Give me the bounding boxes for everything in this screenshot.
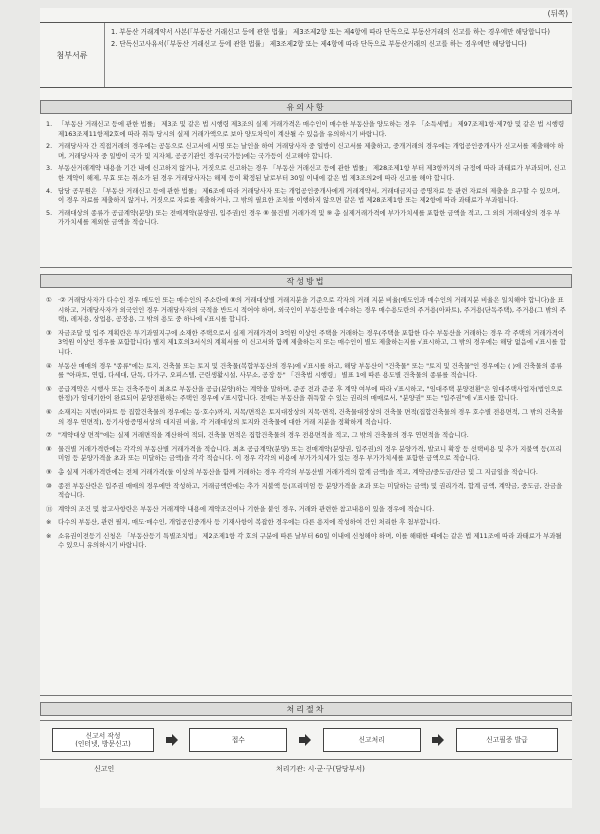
process-section-title: 처리절차 (40, 702, 572, 716)
method-item: ⑩ 종전 부동산란은 입주권 매매의 경우에만 작성하고, 거래금액란에는 추가 지불액 등(프리미엄 등 분양가격을 초과 또는 미달하는 금액) 및 권리가격, 합계 금액, 계약금, 중도금, 잔금을 적습니다. (46, 481, 563, 500)
method-item: ⑥ 소재지는 지번(아파트 등 집합건축물의 경우에는 동·호수)까지, 지목/면적은 토지대장상의 지목·면적, 건축물대장상의 건축물 면적(집합건축물의 경우 호수별 전용면적, 그 밖의 건축물의 경우 연면적), 등기사항증명서상의 대지권 비율, 각 거래대상의 토지와 건축물에 대한 거래 지분을 정확하게 적습니다. (46, 407, 563, 426)
note-item: 2. 거래당사자 간 직접거래의 경우에는 공동으로 신고서에 서명 또는 날인을 하여 거래당사자 중 일방이 신고서를 제출하고, 중개거래의 경우에는 개업공인중개사가 신고서를 제출해야 하며, 거래당사자 중 일방이 국가 및 지자체, 공공기관인 경우(국가등)에는 국가등이 신고해야 합니다. (46, 142, 564, 160)
method-item: ⑤ 공급계약은 시행사 또는 건축주등이 최초로 부동산을 공급(분양)하는 계약을 말하며, 준공 전과 준공 후 계약 여부에 따라 √표시하고, "임대주택 분양전환"은 임대주택사업자(법인으로 한정)가 임대기한이 완료되어 분양전환하는 주택인 경우에 √표시합니다. 전매는 부동산을 취득할 수 있는 권리의 매매로서, "분양권" 또는 "입주권"에 √표시를 합니다. (46, 384, 563, 403)
method-item: ※ 다수의 부동산, 관련 필지, 매도·매수인, 개업공인중개사 등 기재사항이 복잡한 경우에는 다른 용지에 작성하여 간인 처리한 후 첨부합니다. (46, 518, 441, 527)
process-flow (40, 720, 572, 760)
attachments-list (105, 23, 572, 87)
note-item: 1. 「부동산 거래신고 등에 관한 법률」 제3조 및 같은 법 시행령 제3조의 실제 거래가격은 매수인이 매수한 부동산을 양도하는 경우 「소득세법」 제97조제1항·제7항 및 같은 법 시행령 제163조제11항제2호에 따라 취득 당시의 실제 거래가액으로 보아 양도차익이 계산될 수 있음을 유의하시기 바랍니다. (46, 120, 565, 138)
method-item: ① ·② 거래당사자가 다수인 경우 매도인 또는 매수인의 주소란에 ⑧의 거래대상별 거래지분을 기준으로 각자의 거래 지분 비율(매도인과 매수인의 거래지분 비율은 일치해야 합니다)을 표시하고, 거래당사자가 외국인인 경우 거래당사자의 국적을 반드시 적어야 하며, 외국인이 부동산등을 매수하는 경우 매수용도란의 주거용(아파트), 주거용(단독주택), 주거용(그 밖의 주택), 레저용, 상업용, 공장용, 그 밖의 용도 중 하나에 √표시를 합니다. (46, 296, 566, 324)
note-item: 3. 부동산거래계약 내용을 기간 내에 신고하지 않거나, 거짓으로 신고하는 경우 「부동산 거래신고 등에 관한 법률」 제28조제1항 부터 제3항까지의 규정에 따라 과태료가 부과되며, 신고한 계약이 해제, 무효 또는 취소가 된 경우 거래당사자는 해제 등이 확정된 날로부터 30일 이내에 같은 법 제3조의2에 따라 신고를 해야 합니다. (46, 164, 566, 182)
method-item: ③ 자금조달 및 입주 계획란은 투기과열지구에 소재한 주택으로서 실제 거래가격이 3억원 이상인 주택을 거래하는 경우(주택을 포함한 다수 부동산을 거래하는 경우 각 주택의 거래가격이 3억원 이상인 경우를 포함합니다) 별지 제1호의3서식의 계획서를 이 신고서와 함께 제출하는지 또는 매수인이 별도 제출하는지를 √표시하고, 그 밖의 경우에는 해당 없음에 √표시를 합니다. (46, 328, 566, 356)
process-step-issue: 신고필증 발급 (456, 728, 558, 752)
note-item: 4. 담당 공무원은 「부동산 거래신고 등에 관한 법률」 제6조에 따라 거래당사자 또는 개업공인중개사에게 거래계약서, 거래대금지급 증명자료 등 관련 자료의 제출을 요구할 수 있으며, 이 경우 자료를 제출하지 않거나, 거짓으로 자료를 제출하거나, 그 밖의 필요한 조치를 이행하지 않으면 같은 법 제28조제1항 또는 제2항에 따라 과태료가 부과됩니다. (46, 186, 560, 205)
method-item: ⑦ "계약대상 면적"에는 실제 거래면적을 계산하여 적되, 건축물 면적은 집합건축물의 경우 전용면적을 적고, 그 밖의 건축물의 경우 연면적을 적습니다. (46, 431, 469, 440)
method-section-title: 작성방법 (40, 274, 572, 288)
attachments-label: 첨부서류 (40, 23, 105, 87)
arrow-right-icon (432, 733, 444, 747)
form-back-page (40, 8, 572, 808)
notes-section-title: 유의사항 (40, 100, 572, 114)
arrow-right-icon (299, 733, 311, 747)
method-item: ⑨ 총 실제 거래가격란에는 전체 거래가격(둘 이상의 부동산을 함께 거래하는 경우 각각의 부동산별 거래가격의 합계 금액)을 적고, 계약금/중도금/잔금 및 그 지급일을 적습니다. (46, 467, 538, 476)
process-step-receive: 접수 (189, 728, 287, 752)
notes-list (40, 116, 572, 268)
process-step-write: 신고서 작성 (인터넷, 방문신고) (52, 728, 154, 752)
method-item: ④ 부동산 매매의 경우 "종류"에는 토지, 건축물 또는 토지 및 건축물(복합부동산의 경우)에 √표시를 하고, 해당 부동산이 "건축물" 또는 "토지 및 건축물"인 경우에는 ( )에 건축물의 종류를 "아파트, 연립, 다세대, 단독, 다가구, 오피스텔, 근린생활시설, 사무소, 공장 등" 「건축법 시행령」 별표 1에 따른 용도별 건축물의 종류를 적습니다. (46, 361, 563, 380)
arrow-right-icon (166, 733, 178, 747)
back-page-label: (뒤쪽) (547, 9, 568, 18)
method-item: ⑪ 계약의 조건 및 참고사항란은 부동산 거래계약 내용에 계약조건이나 기한을 붙인 경우, 거래와 관련한 참고내용이 있을 경우에 적습니다. (46, 504, 435, 513)
method-item: ※ 소유권이전등기 신청은 「부동산등기 특별조치법」 제2조제1항 각 호의 구분에 따른 날부터 60일 이내에 신청해야 하며, 이를 해태한 때에는 같은 법 제11조에 따라 과태료가 부과될 수 있으니 유의하시기 바랍니다. (46, 531, 562, 550)
note-item: 5. 거래대상의 종류가 공급계약(분양) 또는 전매계약(분양권, 입주권)인 경우 ⑧ 물건별 거래가격 및 ⑨ 총 실제거래가격에 부가가치세를 포함한 금액을 적고, 그 외의 거래대상의 경우 부가가치세를 제외한 금액을 적습니다. (46, 208, 561, 227)
attachments-row (40, 22, 572, 88)
process-footer-agency: 처리기관: 시·군·구(담당부서) (276, 765, 365, 773)
attachment-item: 1. 부동산 거래계약서 사본(「부동산 거래신고 등에 관한 법률」 제3조제2항 또는 제4항에 따라 단독으로 부동산거래의 신고를 하는 경우에만 해당합니다) (111, 28, 550, 36)
process-footer-reporter: 신고인 (94, 765, 115, 773)
method-list (40, 290, 572, 696)
attachment-item: 2. 단독신고사유서(「부동산 거래신고 등에 관한 법률」 제3조제2항 또는 제4항에 따라 단독으로 부동산거래의 신고를 하는 경우에만 해당합니다) (111, 40, 527, 48)
process-step-handle: 신고처리 (323, 728, 421, 752)
method-item: ⑧ 물건별 거래가격란에는 각각의 부동산별 거래가격을 적습니다. 최초 공급계약(분양) 또는 전매계약(분양권, 입주권)의 경우 분양가격, 발코니 확장 등 선택비용 및 추가 지불액 등(프리미엄 등 분양가격을 초과 또는 미달하는 금액)을 각각 적습니다. 이 경우 각각의 비용에 부가가치세가 있는 경우 부가가치세를 포함한 금액으로 적습니다. (46, 444, 562, 463)
